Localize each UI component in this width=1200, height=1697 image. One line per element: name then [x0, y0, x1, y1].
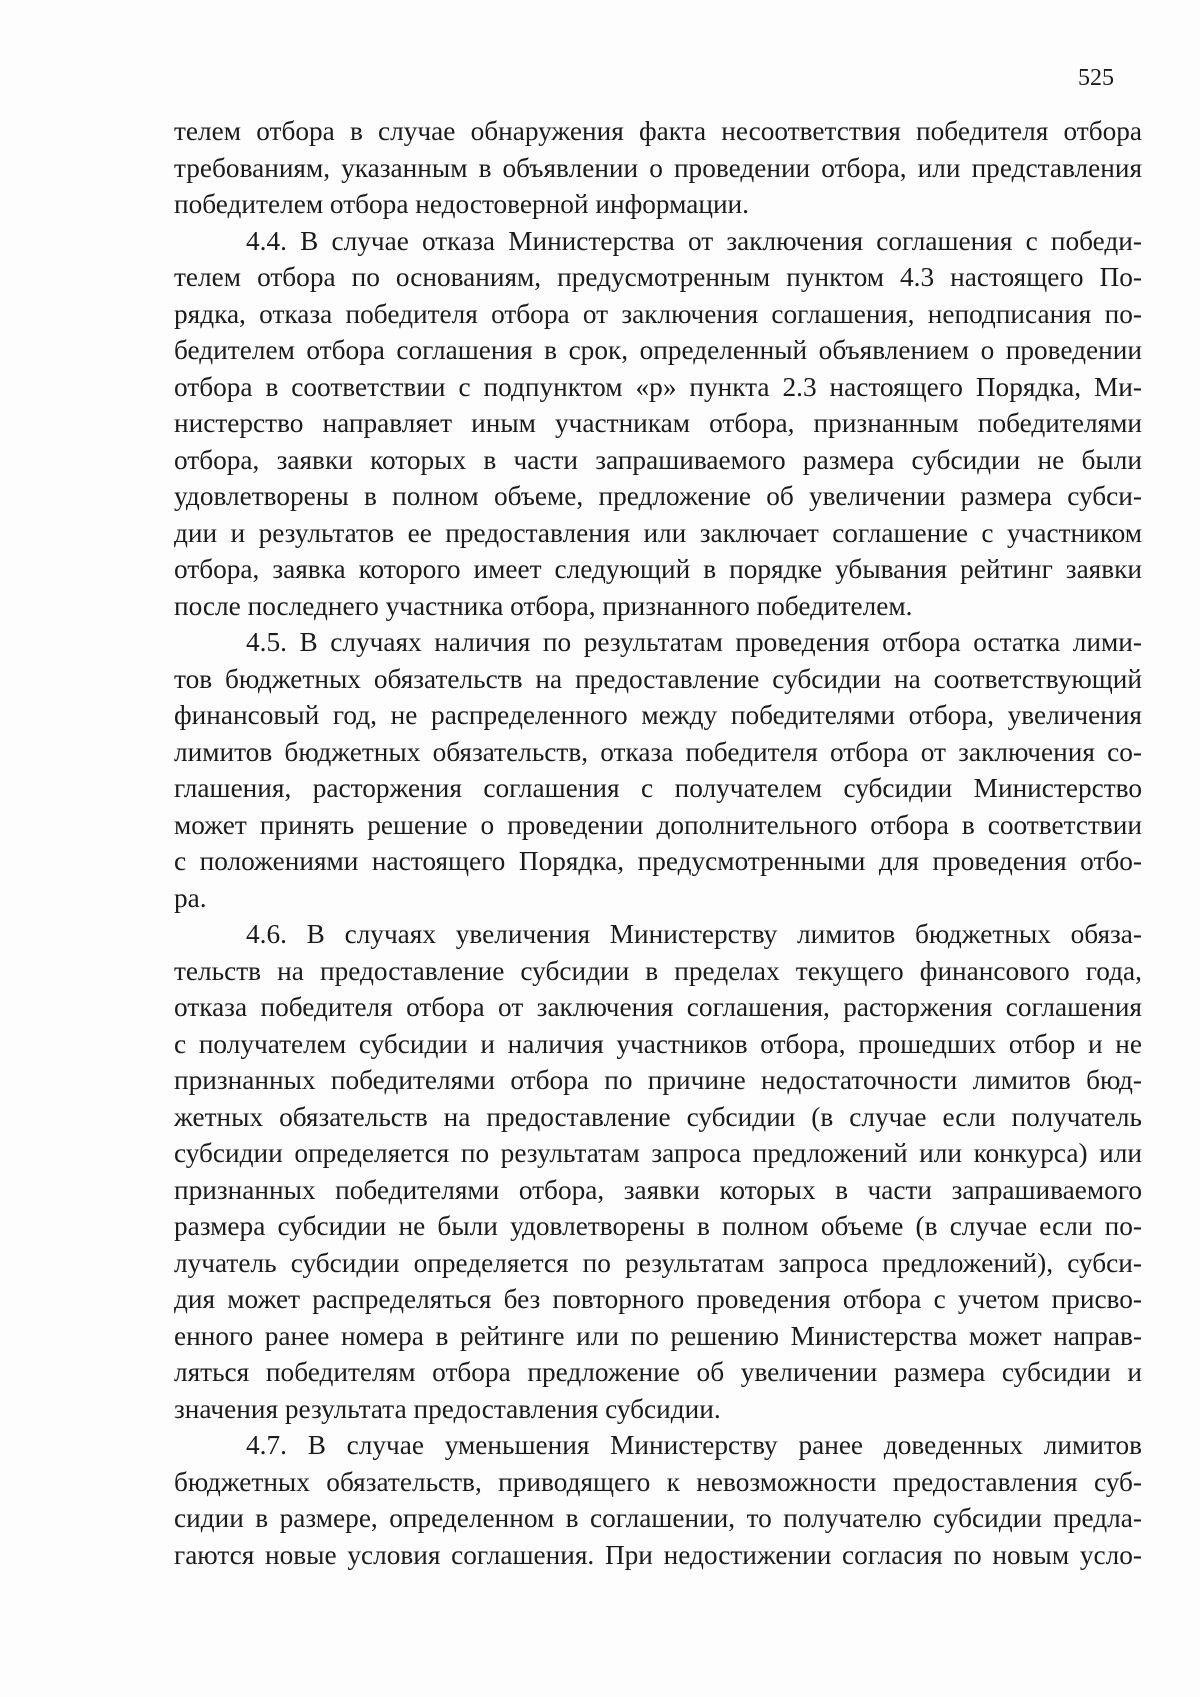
paragraph-4-7 [174, 1427, 1142, 1573]
text-line: с положениями настоящего Порядка, предусмотренными для проведения отбо- [174, 846, 1142, 876]
text-line: удовлетворены в полном объеме, предложение об увеличении размера субси- [174, 481, 1142, 511]
text-line: победителем отбора недостоверной информации. [174, 189, 749, 219]
paragraph-4-6 [174, 916, 1142, 1427]
text-line: значения результата предоставления субсидии. [174, 1393, 721, 1424]
text-line: признанных победителями отбора, заявки которых в части запрашиваемого [174, 1174, 1142, 1205]
text-line: отбора в соответствии с подпунктом «р» пункта 2.3 настоящего Порядка, Ми- [174, 371, 1142, 402]
document-body [174, 113, 1142, 1573]
text-line: сидии в размере, определенном в соглашении, то получателю субсидии предла- [174, 1503, 1142, 1533]
text-line: 4.7. В случае уменьшения Министерству ранее доведенных лимитов [246, 1430, 1142, 1460]
text-line: лимитов бюджетных обязательств, отказа победителя отбора от заключения со- [174, 736, 1142, 767]
paragraph-4-4 [174, 223, 1142, 625]
paragraph-4-5 [174, 624, 1142, 916]
text-line: тов бюджетных обязательств на предоставление субсидии на соответствующий [174, 663, 1142, 694]
text-line: гаются новые условия соглашения. При недостижении согласия по новым усло- [174, 1539, 1142, 1570]
text-line: жетных обязательств на предоставление субсидии (в случае если получатель [174, 1101, 1142, 1132]
text-line: субсидии определяется по результатам запроса предложений или конкурса) или [174, 1138, 1142, 1168]
text-line: дии и результатов ее предоставления или заключает соглашение с участником [174, 517, 1142, 548]
text-line: телем отбора по основаниям, предусмотренным пунктом 4.3 настоящего По- [174, 262, 1142, 292]
text-line: с получателем субсидии и наличия участников отбора, прошедших отбор и не [174, 1028, 1142, 1059]
text-line: 4.4. В случае отказа Министерства от заключения соглашения с победи- [246, 225, 1142, 256]
text-line: может принять решение о проведении дополнительного отбора в соответствии [174, 809, 1142, 840]
text-line: рядка, отказа победителя отбора от заключения соглашения, неподписания по- [174, 298, 1142, 329]
text-line: ра. [174, 882, 207, 913]
page-number: 525 [1078, 65, 1114, 91]
text-line: тельств на предоставление субсидии в пределах текущего финансового года, [174, 955, 1142, 986]
text-line: глашения, расторжения соглашения с получателем субсидии Министерство [174, 773, 1142, 803]
text-line: ляться победителям отбора предложение об увеличении размера субсидии и [174, 1357, 1142, 1387]
text-line: размера субсидии не были удовлетворены в полном объеме (в случае если по- [174, 1211, 1142, 1241]
text-line: енного ранее номера в рейтинге или по решению Министерства может направ- [174, 1320, 1142, 1351]
text-line: дия может распределяться без повторного проведения отбора с учетом присво- [174, 1284, 1142, 1314]
text-line: после последнего участника отбора, признанного победителем. [174, 590, 913, 621]
text-line: отбора, заявки которых в части запрашиваемого размера субсидии не были [174, 444, 1142, 475]
text-line: отбора, заявка которого имеет следующий в порядке убывания рейтинг заявки [174, 554, 1142, 584]
text-line: 4.5. В случаях наличия по результатам проведения отбора остатка лими- [246, 627, 1142, 657]
text-line: требованиям, указанным в объявлении о проведении отбора, или представления [174, 152, 1142, 183]
text-line: отказа победителя отбора от заключения соглашения, расторжения соглашения [174, 992, 1142, 1022]
paragraph-continuation [174, 113, 1142, 223]
text-line: 4.6. В случаях увеличения Министерству лимитов бюджетных обяза- [246, 919, 1142, 949]
text-line: нистерство направляет иным участникам отбора, признанным победителями [174, 408, 1142, 438]
text-line: телем отбора в случае обнаружения факта несоответствия победителя отбора [174, 116, 1142, 146]
text-line: признанных победителями отбора по причине недостаточности лимитов бюд- [174, 1065, 1142, 1095]
text-line: финансовый год, не распределенного между победителями отбора, увеличения [174, 700, 1142, 730]
text-line: бюджетных обязательств, приводящего к невозможности предоставления суб- [174, 1466, 1142, 1497]
text-line: бедителем отбора соглашения в срок, определенный объявлением о проведении [174, 335, 1142, 365]
text-line: лучатель субсидии определяется по результатам запроса предложений), субси- [174, 1247, 1142, 1278]
